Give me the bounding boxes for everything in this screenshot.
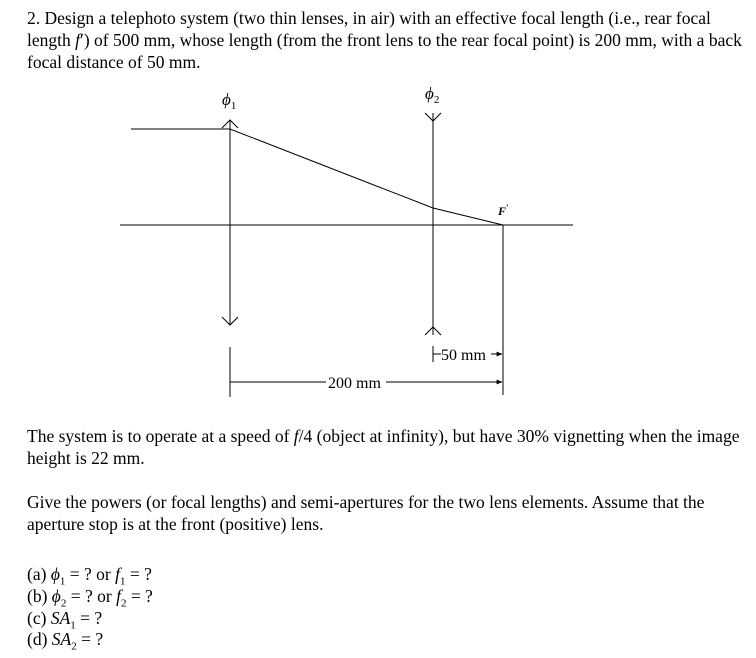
dimension-bfd-label: 50 mm	[441, 347, 486, 364]
marginal-ray	[131, 129, 503, 225]
problem-number: 2.	[27, 8, 41, 28]
lens-2-negative	[425, 113, 441, 335]
dimension-length-label: 200 mm	[328, 375, 381, 392]
lens-1-positive	[222, 120, 238, 325]
instructions: Give the powers (or focal lengths) and semi-apertures for the two lens elements. Assume that the aperture stop is at the front (positive) lens.	[27, 492, 705, 534]
f-number-symbol: f	[293, 426, 299, 446]
lens-1-label: $\phi_1$	[222, 90, 237, 112]
problem-intro-text-end: ′) of 500 mm, whose length (from the front lens to the rear focal point) is 200 mm, with a back focal distance of 50 mm.	[27, 30, 742, 72]
lens-2-label: $\phi_2$	[425, 84, 440, 106]
question-b: (b) $\phi_2$ = ? or $f_2$ = ?	[27, 586, 153, 610]
problem-intro-text: Design a telephoto system (two thin lenses, in air) with an effective focal length (i.e., rear focal length	[27, 8, 711, 50]
speed-text-end: /4 (object at infinity), but have 30% vignetting when the image height is 22 mm.	[27, 426, 740, 468]
question-a: (a) $\phi_1$ = ? or $f_1$ = ?	[27, 564, 152, 588]
question-c: (c) $SA_1$ = ?	[27, 608, 103, 632]
question-d: (d) $SA_2$ = ?	[27, 629, 104, 653]
dimension-back-focal-distance	[433, 346, 502, 364]
speed-statement	[27, 425, 747, 469]
focal-point-label: F′	[498, 203, 509, 218]
speed-text: The system is to operate at a speed of	[27, 426, 294, 446]
focal-length-symbol: f	[75, 30, 80, 50]
